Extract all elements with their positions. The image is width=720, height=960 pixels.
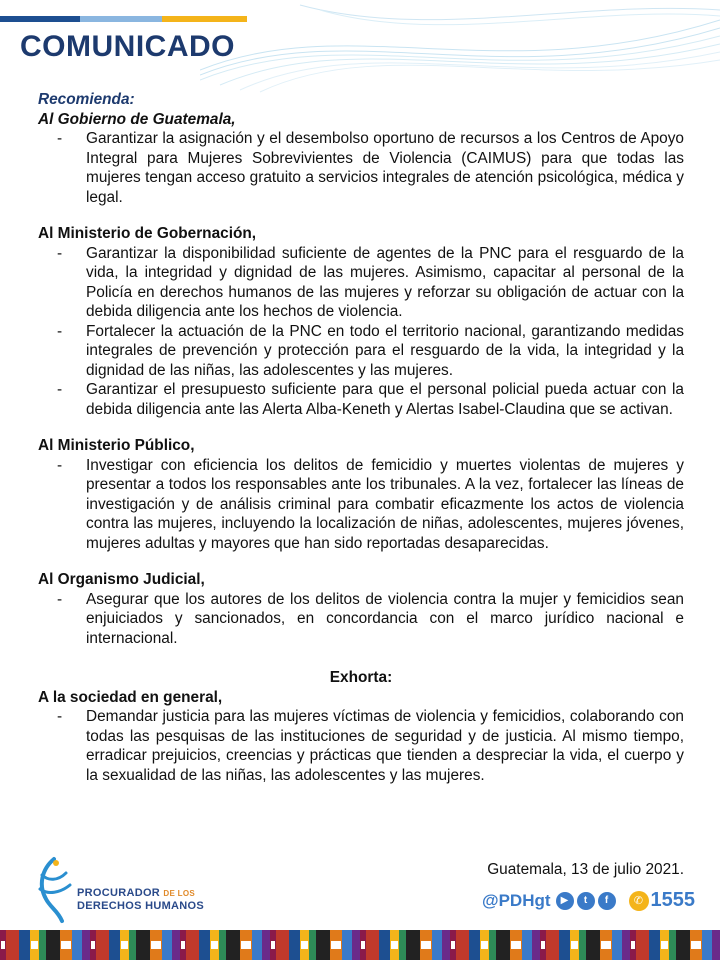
textile-motif — [541, 941, 545, 949]
textile-stripe — [316, 930, 330, 960]
textile-stripe — [469, 930, 480, 960]
textile-motif — [271, 941, 275, 949]
list-item: - Investigar con eficiencia los delitos de femicidio y muertes violentas de mujeres y presentar a todos los responsables ante los tribunales. A la vez, fortalecer las líneas de investigación y de análisis criminal para combatir eficazmente los actos de violencia contra las mujeres, incluyendo la localización de niñas, adolescentes, mujeres jóvenes, mujeres adultas y mayores que han sido reportadas desaparecidas. — [38, 456, 684, 554]
textile-stripe — [676, 930, 690, 960]
textile-stripe — [82, 930, 90, 960]
phone-icon: ✆ — [629, 891, 649, 911]
textile-stripe — [252, 930, 262, 960]
textile-stripe — [432, 930, 442, 960]
textile-stripe — [612, 930, 622, 960]
section-gobernacion — [38, 224, 684, 419]
textile-stripe — [342, 930, 352, 960]
facebook-icon[interactable]: f — [598, 892, 616, 910]
textile-stripe — [129, 930, 136, 960]
textile-stripe — [226, 930, 240, 960]
textile-motif — [631, 941, 635, 949]
textile-stripe — [712, 930, 720, 960]
textile-stripe — [702, 930, 712, 960]
recomienda-label: Recomienda: — [38, 91, 135, 108]
textile-motif — [421, 941, 431, 949]
textile-stripe — [489, 930, 496, 960]
textile-stripe — [219, 930, 226, 960]
section-heading: Al Gobierno de Guatemala, — [38, 110, 236, 128]
textile-stripe — [586, 930, 600, 960]
exhorta-label: Exhorta: — [329, 669, 393, 686]
textile-motif — [511, 941, 521, 949]
section-sociedad — [38, 688, 684, 786]
pdh-emblem-icon — [32, 855, 76, 927]
list-item: - Garantizar la asignación y el desembolso oportuno de recursos a los Centros de Apoyo Integral para Mujeres Sobrevivientes de Violencia (CAIMUS) para que todas las mujeres tengan acceso gratuito a servicios integrales de atención psicológica, médica y legal. — [38, 129, 684, 207]
bar-blue — [0, 16, 80, 22]
section-gobierno — [38, 110, 684, 208]
textile-motif — [451, 941, 455, 949]
textile-stripe — [649, 930, 660, 960]
textile-stripe — [6, 930, 19, 960]
textile-stripe — [532, 930, 540, 960]
list-item: - Garantizar el presupuesto suficiente para que el personal policial pueda actuar con la debida diligencia ante las Alerta Alba-Keneth y Alertas Isabel-Claudina que se activan. — [38, 380, 684, 419]
textile-stripe — [636, 930, 649, 960]
decorative-waves — [200, 0, 720, 95]
twitter-icon[interactable]: t — [577, 892, 595, 910]
textile-stripe — [406, 930, 420, 960]
textile-motif — [31, 941, 38, 949]
page-title: COMUNICADO — [20, 30, 235, 63]
textile-motif — [1, 941, 5, 949]
textile-stripe — [289, 930, 300, 960]
textile-stripe — [162, 930, 172, 960]
textile-stripe — [109, 930, 120, 960]
youtube-icon[interactable]: ▶ — [556, 892, 574, 910]
textile-stripe — [96, 930, 109, 960]
textile-stripe — [522, 930, 532, 960]
textile-stripe — [456, 930, 469, 960]
textile-stripe — [136, 930, 150, 960]
document-date: Guatemala, 13 de julio 2021. — [487, 861, 684, 878]
logo-text — [77, 887, 204, 913]
section-heading: Al Ministerio Público, — [38, 437, 195, 454]
textile-stripe — [579, 930, 586, 960]
textile-stripe — [559, 930, 570, 960]
hotline-number: 1555 — [650, 889, 696, 911]
textile-stripe — [496, 930, 510, 960]
list-item: - Fortalecer la actuación de la PNC en todo el territorio nacional, garantizando medidas integrales de prevención y protección para el resguardo de la vida, la integridad y la dignidad de las niñas, las adolescentes y las mujeres. — [38, 322, 684, 381]
textile-stripe — [186, 930, 199, 960]
textile-motif — [121, 941, 128, 949]
document-body — [38, 90, 684, 802]
textile-motif — [391, 941, 398, 949]
textile-motif — [61, 941, 71, 949]
social-bar — [482, 889, 695, 912]
textile-stripe — [669, 930, 676, 960]
textile-motif — [601, 941, 611, 949]
textile-motif — [571, 941, 578, 949]
textile-motif — [91, 941, 95, 949]
pdh-logo — [32, 855, 212, 927]
textile-motif — [661, 941, 668, 949]
textile-motif — [241, 941, 251, 949]
textile-stripe — [546, 930, 559, 960]
list-item: - Demandar justicia para las mujeres víctimas de violencia y femicidios, colaborando con todas las pesquisas de las instituciones de seguridad y de justicia. Al mismo tiempo, erradicar prejuicios, creencias y prácticas que tienden a despreciar la vida, el cuerpo y la sexualidad de las niñas, las adolescentes y las mujeres. — [38, 707, 684, 785]
textile-stripe — [352, 930, 360, 960]
textile-motif — [481, 941, 488, 949]
textile-stripe — [39, 930, 46, 960]
textile-stripe — [19, 930, 30, 960]
textile-stripe — [276, 930, 289, 960]
section-organismo-judicial — [38, 570, 684, 648]
textile-border — [0, 930, 720, 960]
textile-motif — [151, 941, 161, 949]
textile-stripe — [399, 930, 406, 960]
textile-motif — [691, 941, 701, 949]
textile-stripe — [366, 930, 379, 960]
logo-line1: PROCURADOR — [77, 887, 161, 899]
section-heading: Al Organismo Judicial, — [38, 571, 205, 588]
textile-stripe — [622, 930, 630, 960]
logo-line2: DERECHOS HUMANOS — [77, 900, 205, 912]
textile-stripe — [72, 930, 82, 960]
textile-stripe — [172, 930, 180, 960]
textile-motif — [331, 941, 341, 949]
bar-lightblue — [80, 16, 162, 22]
textile-stripe — [309, 930, 316, 960]
textile-motif — [181, 941, 185, 949]
textile-stripe — [199, 930, 210, 960]
logo-line1-small: DE LOS — [163, 889, 196, 898]
textile-stripe — [262, 930, 270, 960]
list-item: - Garantizar la disponibilidad suficiente de agentes de la PNC para el resguardo de la vida, la integridad y dignidad de las mujeres. Asimismo, capacitar al personal de la Policía en derechos humanos de las mujeres y reforzar su obligación de actuar con la debida diligencia ante los hechos de violencia. — [38, 244, 684, 322]
textile-motif — [301, 941, 308, 949]
section-ministerio-publico — [38, 436, 684, 553]
textile-stripe — [46, 930, 60, 960]
list-item: - Asegurar que los autores de los delitos de violencia contra la mujer y femicidios sean enjuiciados y sancionados, en concordancia con el marco jurídico nacional e internacional. — [38, 590, 684, 649]
hotline — [629, 889, 696, 912]
textile-stripe — [442, 930, 450, 960]
section-heading: A la sociedad en general, — [38, 688, 223, 706]
textile-motif — [361, 941, 365, 949]
section-heading: Al Ministerio de Gobernación, — [38, 225, 257, 242]
textile-motif — [211, 941, 218, 949]
textile-stripe — [379, 930, 390, 960]
social-handle[interactable]: @PDHgt — [482, 890, 551, 910]
